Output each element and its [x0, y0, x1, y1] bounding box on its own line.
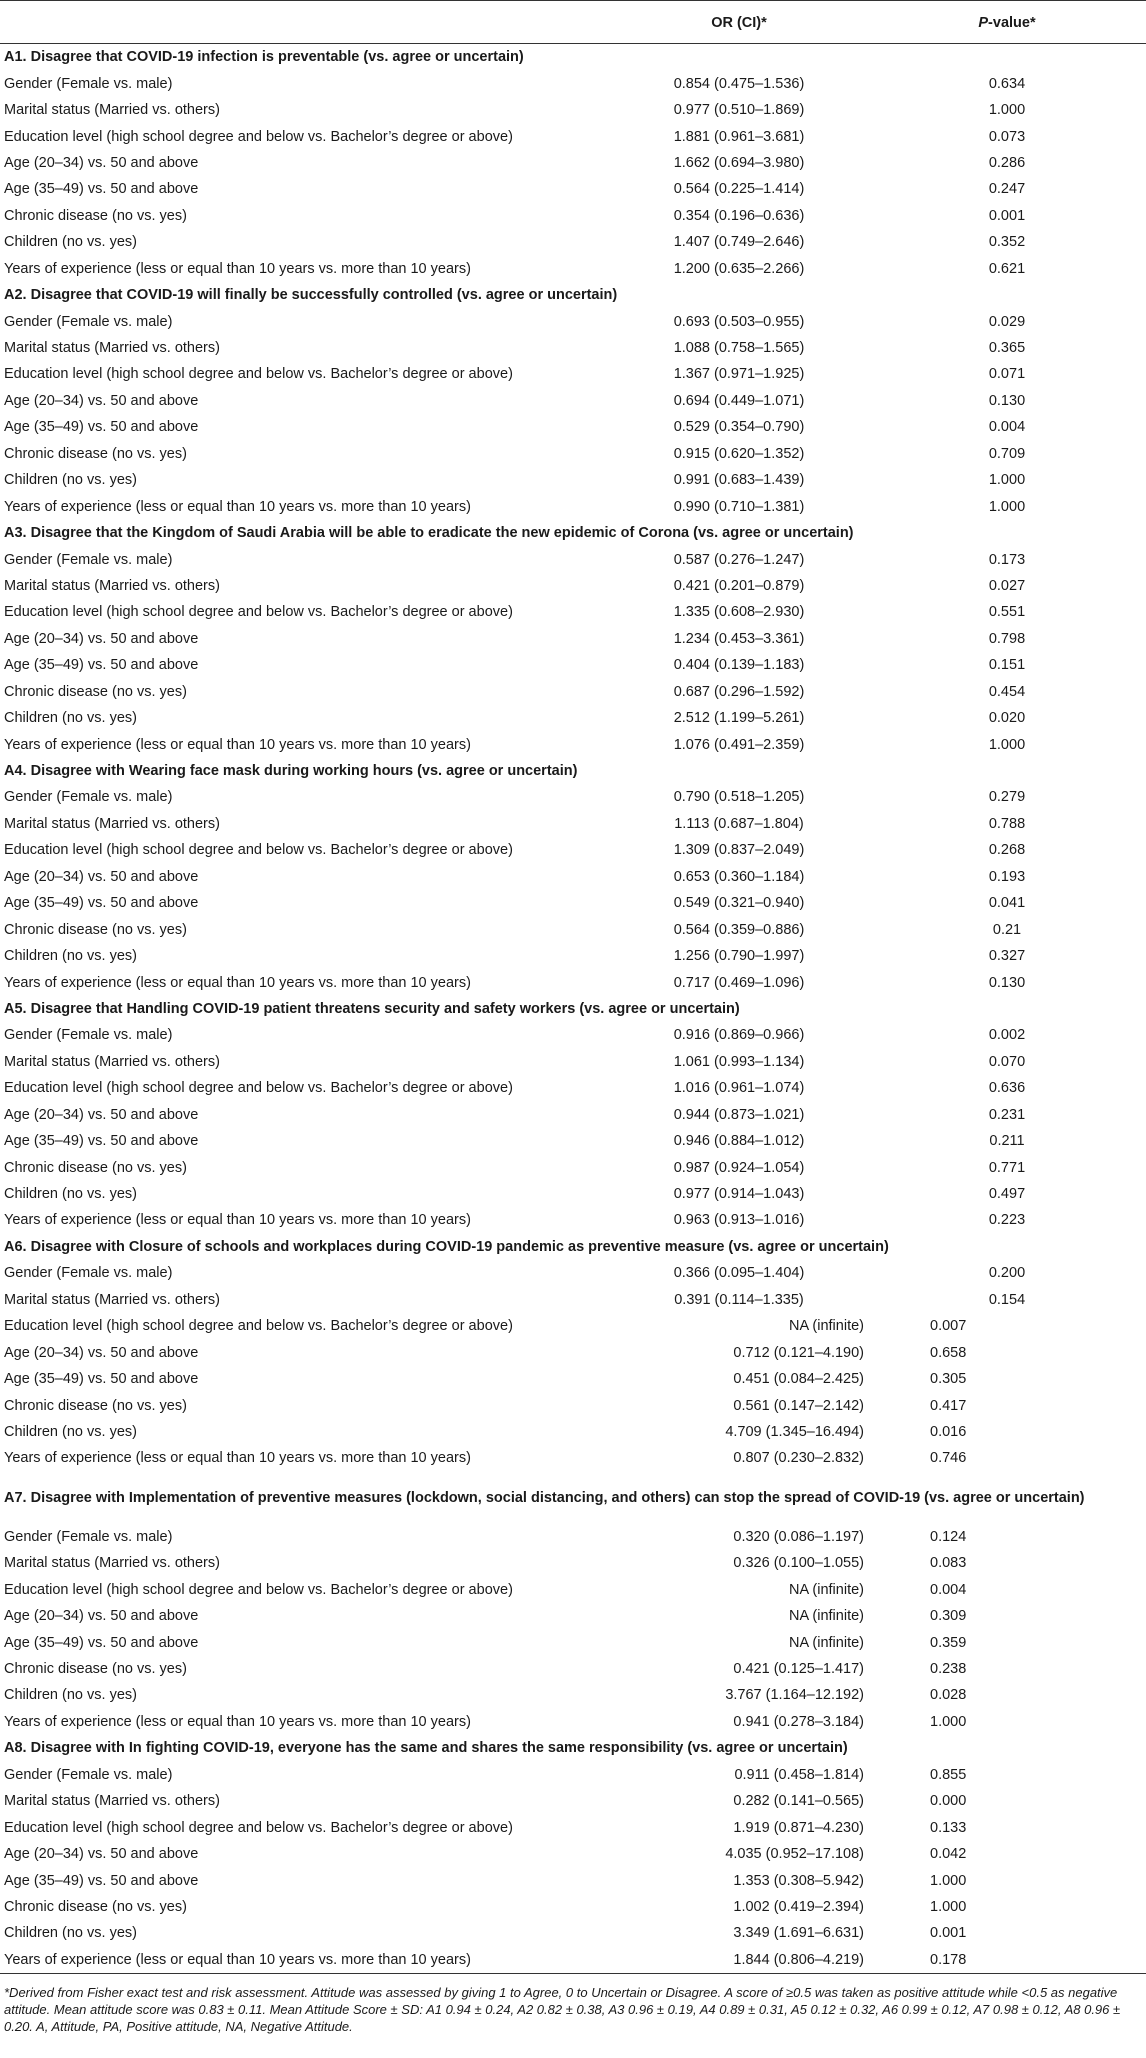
- header-p-suffix: -value*: [988, 15, 1036, 31]
- table-body: [0, 44, 1146, 1974]
- or-ci-cell: 1.200 (0.635–2.266): [673, 260, 805, 277]
- p-value-cell: 0.634: [988, 75, 1026, 92]
- variable-cell: Age (20–34) vs. 50 and above: [4, 1846, 199, 1863]
- variable-cell: Chronic disease (no vs. yes): [4, 683, 187, 700]
- or-ci-cell: 0.911 (0.458–1.814): [734, 1766, 864, 1783]
- p-value-cell: 0.454: [988, 683, 1026, 700]
- table-row: [0, 811, 1146, 837]
- variable-cell: Age (20–34) vs. 50 and above: [4, 392, 199, 409]
- or-ci-cell: 0.354 (0.196–0.636): [673, 207, 805, 224]
- table-row: [0, 256, 1146, 282]
- variable-cell: Children (no vs. yes): [4, 1687, 137, 1704]
- p-value-cell: 0.042: [930, 1846, 967, 1863]
- or-ci-cell: 4.035 (0.952–17.108): [725, 1846, 864, 1863]
- table-row: [0, 1419, 1146, 1445]
- p-value-cell: 0.028: [930, 1687, 967, 1704]
- p-value-cell: 0.178: [930, 1951, 967, 1968]
- p-value-cell: 0.746: [930, 1450, 967, 1467]
- variable-cell: Education level (high school degree and below vs. Bachelor’s degree or above): [4, 1080, 513, 1097]
- variable-cell: Chronic disease (no vs. yes): [4, 1898, 187, 1915]
- or-ci-cell: 0.916 (0.869–0.966): [673, 1027, 805, 1044]
- table-row: [0, 123, 1146, 149]
- variable-cell: Age (35–49) vs. 50 and above: [4, 1371, 199, 1388]
- section-row: [0, 1472, 1146, 1524]
- table-row: [0, 414, 1146, 440]
- variable-cell: Age (20–34) vs. 50 and above: [4, 868, 199, 885]
- variable-cell: Children (no vs. yes): [4, 1186, 137, 1203]
- p-value-cell: 0.029: [988, 313, 1026, 330]
- p-value-cell: 0.151: [988, 657, 1026, 674]
- table-row: [0, 1049, 1146, 1075]
- table-row: [0, 1313, 1146, 1339]
- variable-cell: Gender (Female vs. male): [4, 313, 173, 330]
- variable-cell: Chronic disease (no vs. yes): [4, 1397, 187, 1414]
- section-row: [0, 758, 1146, 784]
- header-p-letter: P: [978, 15, 989, 31]
- p-value-cell: 0.007: [930, 1318, 967, 1335]
- p-value-cell: 0.788: [988, 815, 1026, 832]
- or-ci-cell: 0.421 (0.201–0.879): [673, 577, 805, 594]
- variable-cell: Age (20–34) vs. 50 and above: [4, 630, 199, 647]
- variable-cell: Children (no vs. yes): [4, 234, 137, 251]
- table-row: [0, 1550, 1146, 1576]
- p-value-cell: 0.200: [988, 1265, 1026, 1282]
- variable-cell: Marital status (Married vs. others): [4, 102, 220, 119]
- table-row: [0, 1287, 1146, 1313]
- or-ci-cell: 3.767 (1.164–12.192): [725, 1687, 864, 1704]
- p-value-cell: 0.004: [988, 419, 1026, 436]
- table-row: [0, 1920, 1146, 1946]
- variable-cell: Gender (Female vs. male): [4, 75, 173, 92]
- section-title: A8. Disagree with In fighting COVID-19, everyone has the same and shares the same responsibility (vs. agree or uncertain): [4, 1740, 848, 1757]
- p-value-cell: 0.002: [988, 1027, 1026, 1044]
- table-row: [0, 70, 1146, 96]
- variable-cell: Education level (high school degree and below vs. Bachelor’s degree or above): [4, 1581, 513, 1598]
- variable-cell: Education level (high school degree and below vs. Bachelor’s degree or above): [4, 604, 513, 621]
- variable-cell: Gender (Female vs. male): [4, 1766, 173, 1783]
- section-title: A7. Disagree with Implementation of preventive measures (lockdown, social distancing, and others) can stop the spread of COVID-19 (vs. agree or uncertain): [4, 1489, 1085, 1506]
- or-ci-cell: 1.662 (0.694–3.980): [673, 154, 805, 171]
- or-ci-cell: NA (infinite): [789, 1318, 864, 1335]
- table-row: [0, 97, 1146, 123]
- p-value-cell: 0.365: [988, 340, 1026, 357]
- p-value-cell: 0.016: [930, 1423, 967, 1440]
- or-ci-cell: 0.561 (0.147–2.142): [733, 1397, 864, 1414]
- or-ci-cell: 1.061 (0.993–1.134): [673, 1053, 805, 1070]
- table-row: [0, 361, 1146, 387]
- variable-cell: Gender (Female vs. male): [4, 551, 173, 568]
- or-ci-cell: 0.529 (0.354–0.790): [673, 419, 805, 436]
- table-row: [0, 1260, 1146, 1286]
- table-row: [0, 1629, 1146, 1655]
- table-row: [0, 599, 1146, 625]
- or-ci-cell: 1.407 (0.749–2.646): [673, 234, 805, 251]
- or-ci-cell: 0.963 (0.913–1.016): [673, 1212, 805, 1229]
- or-ci-cell: 4.709 (1.345–16.494): [725, 1423, 864, 1440]
- table-row: [0, 1603, 1146, 1629]
- p-value-cell: 0.238: [930, 1661, 967, 1678]
- or-ci-cell: 1.234 (0.453–3.361): [673, 630, 805, 647]
- or-ci-cell: NA (infinite): [789, 1581, 864, 1598]
- variable-cell: Years of experience (less or equal than 10 years vs. more than 10 years): [4, 1212, 471, 1229]
- table-row: [0, 969, 1146, 995]
- table-row: [0, 1102, 1146, 1128]
- table-row: [0, 784, 1146, 810]
- or-ci-cell: 1.256 (0.790–1.997): [673, 948, 805, 965]
- variable-cell: Children (no vs. yes): [4, 948, 137, 965]
- p-value-cell: 0.211: [989, 1133, 1025, 1150]
- variable-cell: Age (20–34) vs. 50 and above: [4, 154, 199, 171]
- p-value-cell: 0.124: [930, 1528, 967, 1545]
- table-row: [0, 1709, 1146, 1735]
- p-value-cell: 0.305: [930, 1371, 967, 1388]
- variable-cell: Chronic disease (no vs. yes): [4, 1661, 187, 1678]
- table-row: [0, 1762, 1146, 1788]
- p-value-cell: 0.223: [988, 1212, 1026, 1229]
- or-ci-cell: 1.335 (0.608–2.930): [673, 604, 805, 621]
- p-value-cell: 1.000: [930, 1713, 967, 1730]
- or-ci-cell: 0.366 (0.095–1.404): [673, 1265, 805, 1282]
- table-row: [0, 705, 1146, 731]
- or-ci-cell: 0.944 (0.873–1.021): [673, 1106, 805, 1123]
- or-ci-cell: 1.919 (0.871–4.230): [733, 1819, 864, 1836]
- variable-cell: Children (no vs. yes): [4, 710, 137, 727]
- variable-cell: Marital status (Married vs. others): [4, 340, 220, 357]
- p-value-cell: 0.327: [988, 948, 1026, 965]
- table-row: [0, 1075, 1146, 1101]
- table-row: [0, 1841, 1146, 1867]
- section-row: [0, 282, 1146, 308]
- table-row: [0, 626, 1146, 652]
- or-ci-cell: 0.391 (0.114–1.335): [674, 1291, 804, 1308]
- p-value-cell: 1.000: [988, 102, 1026, 119]
- or-ci-cell: 0.717 (0.469–1.096): [673, 974, 805, 991]
- table-row: [0, 573, 1146, 599]
- variable-cell: Gender (Female vs. male): [4, 1528, 173, 1545]
- section-title: A1. Disagree that COVID-19 infection is preventable (vs. agree or uncertain): [4, 49, 524, 66]
- p-value-cell: 0.551: [988, 604, 1026, 621]
- table-row: [0, 916, 1146, 942]
- table-row: [0, 1894, 1146, 1920]
- table-row: [0, 441, 1146, 467]
- table-row: [0, 1339, 1146, 1365]
- variable-cell: Chronic disease (no vs. yes): [4, 921, 187, 938]
- variable-cell: Marital status (Married vs. others): [4, 815, 220, 832]
- p-value-cell: 0.001: [988, 207, 1026, 224]
- p-value-cell: 0.798: [988, 630, 1026, 647]
- p-value-cell: 0.359: [930, 1634, 967, 1651]
- or-ci-cell: NA (infinite): [789, 1608, 864, 1625]
- p-value-cell: 0.130: [988, 974, 1026, 991]
- table-row: [0, 1814, 1146, 1840]
- p-value-cell: 0.279: [988, 789, 1026, 806]
- p-value-cell: 0.133: [930, 1819, 967, 1836]
- or-ci-cell: 0.451 (0.084–2.425): [733, 1371, 864, 1388]
- p-value-cell: 0.004: [930, 1581, 967, 1598]
- table-block-shifted: [0, 1313, 1146, 1973]
- table-row: [0, 890, 1146, 916]
- header-or-ci: OR (CI)*: [610, 1, 868, 44]
- p-value-cell: 0.073: [988, 128, 1026, 145]
- p-value-cell: 0.268: [988, 842, 1026, 859]
- variable-cell: Age (35–49) vs. 50 and above: [4, 181, 199, 198]
- table-row: [0, 388, 1146, 414]
- or-ci-cell: 1.353 (0.308–5.942): [733, 1872, 864, 1889]
- or-ci-cell: 0.915 (0.620–1.352): [673, 445, 805, 462]
- or-ci-cell: 0.320 (0.086–1.197): [733, 1528, 864, 1545]
- p-value-cell: 0.071: [988, 366, 1026, 383]
- variable-cell: Age (35–49) vs. 50 and above: [4, 1872, 199, 1889]
- table-row: [0, 652, 1146, 678]
- or-ci-cell: 0.564 (0.359–0.886): [673, 921, 805, 938]
- variable-cell: Age (35–49) vs. 50 and above: [4, 895, 199, 912]
- table-row: [0, 943, 1146, 969]
- variable-cell: Age (20–34) vs. 50 and above: [4, 1106, 199, 1123]
- table-row: [0, 1128, 1146, 1154]
- header-p-value: [868, 1, 1146, 44]
- variable-cell: Age (35–49) vs. 50 and above: [4, 1634, 199, 1651]
- p-value-cell: 0.21: [992, 921, 1022, 938]
- or-ci-cell: 0.282 (0.141–0.565): [733, 1793, 864, 1810]
- variable-cell: Gender (Female vs. male): [4, 789, 173, 806]
- p-value-cell: 1.000: [988, 498, 1026, 515]
- table-row: [0, 679, 1146, 705]
- variable-cell: Gender (Female vs. male): [4, 1265, 173, 1282]
- or-ci-cell: 0.790 (0.518–1.205): [673, 789, 805, 806]
- variable-cell: Marital status (Married vs. others): [4, 1053, 220, 1070]
- table-row: [0, 1207, 1146, 1233]
- variable-cell: Years of experience (less or equal than 10 years vs. more than 10 years): [4, 1951, 471, 1968]
- p-value-cell: 0.621: [988, 260, 1026, 277]
- or-ci-cell: NA (infinite): [789, 1634, 864, 1651]
- variable-cell: Marital status (Married vs. others): [4, 1793, 220, 1810]
- table-row: [0, 1788, 1146, 1814]
- or-ci-cell: 1.002 (0.419–2.394): [733, 1898, 864, 1915]
- section-title: A3. Disagree that the Kingdom of Saudi Arabia will be able to eradicate the new epidemic of Corona (vs. agree or uncertain): [4, 525, 854, 542]
- variable-cell: Children (no vs. yes): [4, 472, 137, 489]
- section-row: [0, 44, 1146, 70]
- table-row: [0, 1366, 1146, 1392]
- section-title: A4. Disagree with Wearing face mask during working hours (vs. agree or uncertain): [4, 763, 578, 780]
- table-row: [0, 837, 1146, 863]
- p-value-cell: 0.083: [930, 1555, 967, 1572]
- or-ci-cell: 1.088 (0.758–1.565): [673, 340, 805, 357]
- or-ci-cell: 0.326 (0.100–1.055): [733, 1555, 864, 1572]
- p-value-cell: 0.027: [988, 577, 1026, 594]
- variable-cell: Years of experience (less or equal than 10 years vs. more than 10 years): [4, 1450, 471, 1467]
- table-row: [0, 1524, 1146, 1550]
- or-ci-cell: 0.564 (0.225–1.414): [673, 181, 805, 198]
- p-value-cell: 0.658: [930, 1344, 967, 1361]
- table-header: [0, 0, 1146, 44]
- table-row: [0, 150, 1146, 176]
- table-row: [0, 203, 1146, 229]
- p-value-cell: 0.247: [988, 181, 1026, 198]
- table-row: [0, 1656, 1146, 1682]
- variable-cell: Chronic disease (no vs. yes): [4, 207, 187, 224]
- section-row: [0, 1234, 1146, 1260]
- table-row: [0, 1577, 1146, 1603]
- variable-cell: Gender (Female vs. male): [4, 1027, 173, 1044]
- or-ci-cell: 1.844 (0.806–4.219): [733, 1951, 864, 1968]
- variable-cell: Age (35–49) vs. 50 and above: [4, 1133, 199, 1150]
- p-value-cell: 1.000: [930, 1872, 967, 1889]
- or-ci-cell: 1.881 (0.961–3.681): [673, 128, 805, 145]
- p-value-cell: 0.001: [930, 1925, 967, 1942]
- p-value-cell: 0.070: [988, 1053, 1026, 1070]
- or-ci-cell: 0.404 (0.139–1.183): [673, 657, 805, 674]
- variable-cell: Years of experience (less or equal than 10 years vs. more than 10 years): [4, 260, 471, 277]
- variable-cell: Marital status (Married vs. others): [4, 1291, 220, 1308]
- table-row: [0, 1947, 1146, 1973]
- table-row: [0, 493, 1146, 519]
- p-value-cell: 1.000: [988, 736, 1026, 753]
- p-value-cell: 0.130: [988, 392, 1026, 409]
- variable-cell: Years of experience (less or equal than 10 years vs. more than 10 years): [4, 974, 471, 991]
- header-row: [0, 1, 1146, 44]
- table-row: [0, 864, 1146, 890]
- or-ci-cell: 1.076 (0.491–2.359): [673, 736, 805, 753]
- p-value-cell: 0.309: [930, 1608, 967, 1625]
- p-value-cell: 0.041: [988, 895, 1026, 912]
- table-row: [0, 467, 1146, 493]
- variable-cell: Age (20–34) vs. 50 and above: [4, 1344, 199, 1361]
- variable-cell: Marital status (Married vs. others): [4, 577, 220, 594]
- p-value-cell: 0.855: [930, 1766, 967, 1783]
- variable-cell: Children (no vs. yes): [4, 1925, 137, 1942]
- table-row: [0, 1022, 1146, 1048]
- p-value-cell: 0.771: [988, 1159, 1026, 1176]
- or-ci-cell: 0.712 (0.121–4.190): [733, 1344, 864, 1361]
- or-ci-cell: 3.349 (1.691–6.631): [733, 1925, 864, 1942]
- or-ci-cell: 0.946 (0.884–1.012): [673, 1133, 805, 1150]
- p-value-cell: 0.154: [988, 1291, 1026, 1308]
- or-ci-cell: 1.113 (0.687–1.804): [674, 815, 804, 832]
- section-title: A2. Disagree that COVID-19 will finally be successfully controlled (vs. agree or uncertain): [4, 287, 618, 304]
- section-row: [0, 520, 1146, 546]
- table-row: [0, 731, 1146, 757]
- variable-cell: Years of experience (less or equal than 10 years vs. more than 10 years): [4, 1713, 471, 1730]
- p-value-cell: 0.193: [988, 868, 1026, 885]
- p-value-cell: 0.497: [988, 1186, 1026, 1203]
- or-ci-cell: 0.587 (0.276–1.247): [673, 551, 805, 568]
- or-ci-cell: 0.854 (0.475–1.536): [673, 75, 805, 92]
- table-row: [0, 229, 1146, 255]
- or-ci-cell: 0.991 (0.683–1.439): [673, 472, 805, 489]
- table-row: [0, 1392, 1146, 1418]
- or-ci-cell: 0.694 (0.449–1.071): [673, 392, 805, 409]
- variable-cell: Chronic disease (no vs. yes): [4, 445, 187, 462]
- section-title: A5. Disagree that Handling COVID-19 patient threatens security and safety workers (vs. agree or uncertain): [4, 1000, 740, 1017]
- variable-cell: Children (no vs. yes): [4, 1423, 137, 1440]
- section-row: [0, 996, 1146, 1022]
- or-ci-cell: 0.807 (0.230–2.832): [733, 1450, 864, 1467]
- or-ci-cell: 0.941 (0.278–3.184): [733, 1713, 864, 1730]
- table-footnote: *Derived from Fisher exact test and risk assessment. Attitude was assessed by giving 1 to Agree, 0 to Uncertain or Disagree. A score of ≥0.5 was taken as positive attitude while <0.5 as negative attitude. Mean attitude score was 0.83 ± 0.11. Mean Attitude Score ± SD: A1 0.94 ± 0.24, A2 0.82 ± 0.38, A3 0.96 ± 0.19, A4 0.89 ± 0.31, A5 0.12 ± 0.32, A6 0.99 ± 0.12, A7 0.98 ± 0.12, A8 0.96 ± 0.20. A, Attitude, PA, Positive attitude, NA, Negative Attitude.: [4, 1985, 1121, 2035]
- p-value-cell: 0.636: [988, 1080, 1026, 1097]
- p-value-cell: 0.417: [930, 1397, 967, 1414]
- p-value-cell: 1.000: [930, 1898, 967, 1915]
- variable-cell: Education level (high school degree and below vs. Bachelor’s degree or above): [4, 128, 513, 145]
- p-value-cell: 0.020: [988, 710, 1026, 727]
- or-ci-cell: 1.016 (0.961–1.074): [673, 1080, 805, 1097]
- table-row: [0, 1154, 1146, 1180]
- variable-cell: Education level (high school degree and below vs. Bachelor’s degree or above): [4, 1819, 513, 1836]
- or-ci-cell: 0.549 (0.321–0.940): [673, 895, 805, 912]
- or-ci-cell: 0.693 (0.503–0.955): [673, 313, 805, 330]
- section-row: [0, 1735, 1146, 1761]
- or-ci-cell: 0.653 (0.360–1.184): [673, 868, 805, 885]
- table-row: [0, 308, 1146, 334]
- section-title: A6. Disagree with Closure of schools and workplaces during COVID-19 pandemic as preventive measure (vs. agree or uncertain): [4, 1238, 889, 1255]
- or-ci-cell: 0.687 (0.296–1.592): [673, 683, 805, 700]
- or-ci-cell: 0.990 (0.710–1.381): [673, 498, 805, 515]
- table-row: [0, 1445, 1146, 1471]
- p-value-cell: 0.173: [988, 551, 1026, 568]
- variable-cell: Years of experience (less or equal than 10 years vs. more than 10 years): [4, 736, 471, 753]
- p-value-cell: 1.000: [988, 472, 1026, 489]
- table-block: [0, 44, 1146, 1313]
- or-ci-cell: 0.421 (0.125–1.417): [733, 1661, 864, 1678]
- variable-cell: Age (35–49) vs. 50 and above: [4, 657, 199, 674]
- table-row: [0, 335, 1146, 361]
- header-variable: [0, 1, 610, 44]
- p-value-cell: 0.286: [988, 154, 1026, 171]
- or-ci-cell: 0.987 (0.924–1.054): [673, 1159, 805, 1176]
- or-ci-cell: 1.367 (0.971–1.925): [673, 366, 805, 383]
- variable-cell: Age (35–49) vs. 50 and above: [4, 419, 199, 436]
- p-value-cell: 0.000: [930, 1793, 967, 1810]
- variable-cell: Education level (high school degree and below vs. Bachelor’s degree or above): [4, 1318, 513, 1335]
- table-row: [0, 1867, 1146, 1893]
- variable-cell: Education level (high school degree and below vs. Bachelor’s degree or above): [4, 842, 513, 859]
- or-ci-cell: 0.977 (0.914–1.043): [673, 1186, 805, 1203]
- p-value-cell: 0.352: [988, 234, 1026, 251]
- or-ci-cell: 0.977 (0.510–1.869): [673, 102, 805, 119]
- table-row: [0, 546, 1146, 572]
- p-value-cell: 0.709: [988, 445, 1026, 462]
- variable-cell: Years of experience (less or equal than 10 years vs. more than 10 years): [4, 498, 471, 515]
- or-ci-cell: 2.512 (1.199–5.261): [673, 710, 805, 727]
- variable-cell: Education level (high school degree and below vs. Bachelor’s degree or above): [4, 366, 513, 383]
- variable-cell: Marital status (Married vs. others): [4, 1555, 220, 1572]
- table-row: [0, 1682, 1146, 1708]
- table-row: [0, 176, 1146, 202]
- p-value-cell: 0.231: [988, 1106, 1026, 1123]
- variable-cell: Chronic disease (no vs. yes): [4, 1159, 187, 1176]
- table-row: [0, 1181, 1146, 1207]
- or-ci-cell: 1.309 (0.837–2.049): [673, 842, 805, 859]
- variable-cell: Age (20–34) vs. 50 and above: [4, 1608, 199, 1625]
